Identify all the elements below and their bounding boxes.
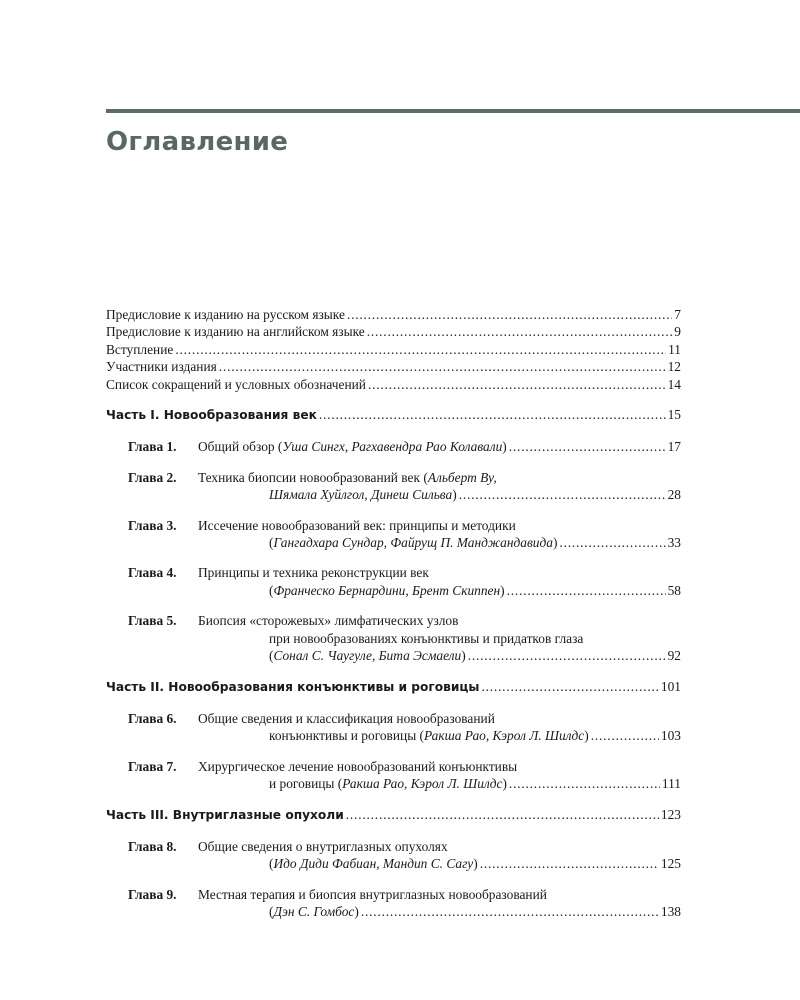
toc-chapter[interactable]	[106, 438, 681, 455]
part-title: Часть I. Новообразования век	[106, 408, 317, 423]
chapter-title: Техника биопсии новообразований век (	[198, 469, 428, 485]
leader-dots	[559, 534, 665, 551]
toc-entry[interactable]	[106, 323, 681, 340]
leader-dots	[480, 855, 659, 872]
entry-page: 28	[667, 487, 681, 503]
chapter-title: Общие сведения и классификация новообразований	[198, 710, 495, 726]
leader-dots	[361, 903, 659, 920]
toc-chapter[interactable]: Глава 5. Биопсия «сторожевых» лимфатических узлов при новообразованиях конъюнктивы и придатков глаза (Сонал С. Чаугуле, Бита Эсмаели) ..... 92	[106, 612, 681, 664]
entry-page: 103	[660, 728, 681, 744]
entry-title: Участники издания	[106, 359, 217, 375]
toc-chapter[interactable]: Глава 4. Принципы и техника реконструкции век (Франческо Бернардини, Брент Скиппен) ..... 58	[106, 564, 681, 599]
chapter-title: Местная терапия и биопсия внутриглазных новообразований	[198, 886, 547, 902]
chapter-title: Общие сведения о внутриглазных опухолях	[198, 838, 448, 854]
chapter-title-cont: при новообразованиях конъюнктивы и придатков глаза	[269, 630, 584, 646]
entry-title: Список сокращений и условных обозначений	[106, 376, 366, 392]
chapter-title-cont: и роговицы (	[269, 776, 343, 792]
entry-page: 17	[667, 439, 681, 455]
chapter-title: Принципы и техника реконструкции век	[198, 565, 429, 581]
chapter-authors: Гангадхара Сундар, Файрущ П. Манджандавида	[273, 535, 553, 551]
chapter-label: Глава 2.	[128, 469, 177, 485]
entry-page: 9	[674, 324, 681, 340]
chapter-label: Глава 4.	[128, 565, 177, 581]
leader-dots	[367, 323, 673, 340]
entry-page: 33	[667, 535, 681, 551]
part-title: Часть II. Новообразования конъюнктивы и роговицы	[106, 679, 480, 694]
chapter-label: Глава 8.	[128, 838, 177, 854]
toc-chapter[interactable]: Глава 7. Хирургическое лечение новообразований конъюнктивы и роговицы (Ракша Рао, Кэрол Л. Шилдс) ..... 111	[106, 758, 681, 793]
toc-chapter[interactable]: Глава 9. Местная терапия и биопсия внутриглазных новообразований (Дэн С. Гомбос) ..... 138	[106, 886, 681, 921]
leader-dots	[468, 647, 666, 664]
toc-chapter[interactable]: Глава 6. Общие сведения и классификация новообразований конъюнктивы и роговицы (Ракша Рао, Кэрол Л. Шилдс) ..... 103	[106, 710, 681, 745]
chapter-authors: Франческо Бернардини, Брент Скиппен	[273, 582, 501, 598]
chapter-label: Глава 5.	[128, 613, 177, 629]
header-rule	[106, 109, 800, 113]
chapter-label: Глава 3.	[128, 517, 177, 533]
leader-dots	[459, 486, 666, 503]
chapter-label: Глава 7.	[128, 758, 177, 774]
entry-title: Предисловие к изданию на английском языке	[106, 324, 365, 340]
entry-page: 138	[660, 904, 681, 920]
entry-page: 12	[667, 359, 681, 375]
toc-entry[interactable]	[106, 306, 681, 323]
chapter-authors: Идо Диди Фабиан, Мандип С. Сагу	[273, 856, 474, 872]
toc-part[interactable]	[106, 678, 681, 696]
chapter-title: Иссечение новообразований век: принципы и методики	[198, 517, 516, 533]
chapter-authors: Ракша Рао, Кэрол Л. Шилдс	[424, 728, 585, 744]
entry-title: Предисловие к изданию на русском языке	[106, 307, 345, 322]
part-title: Часть III. Внутриглазные опухоли	[106, 807, 344, 822]
leader-dots	[509, 438, 666, 455]
chapter-authors: Сонал С. Чаугуле, Бита Эсмаели	[273, 648, 462, 664]
entry-page: 123	[660, 806, 681, 822]
entry-page: 14	[667, 376, 681, 392]
leader-dots	[368, 376, 666, 393]
chapter-title: Биопсия «сторожевых» лимфатических узлов	[198, 613, 459, 629]
entry-page: 101	[660, 678, 681, 694]
toc-part[interactable]	[106, 406, 681, 424]
entry-page: 92	[667, 648, 681, 664]
leader-dots	[175, 341, 666, 358]
entry-title: Вступление	[106, 341, 174, 357]
chapter-authors: Альберт Ву,	[427, 469, 497, 485]
entry-page: 125	[660, 856, 681, 872]
leader-dots	[481, 678, 658, 695]
entry-page: 7	[674, 307, 681, 322]
toc-entry[interactable]	[106, 376, 681, 393]
chapter-authors: Дэн С. Гомбос	[273, 904, 355, 920]
chapter-authors: Уша Сингх, Рагхавендра Рао Колавали	[282, 439, 503, 455]
entry-page: 58	[667, 582, 681, 598]
table-of-contents	[106, 306, 681, 921]
page-title: Оглавление	[106, 127, 289, 157]
leader-dots	[509, 775, 660, 792]
chapter-label: Глава 6.	[128, 710, 177, 726]
toc-entry[interactable]	[106, 341, 681, 358]
leader-dots	[347, 306, 672, 323]
leader-dots	[319, 406, 666, 423]
toc-chapter[interactable]: Глава 3. Иссечение новообразований век: принципы и методики (Гангадхара Сундар, Файрущ П. Манджандавида) ..... 33	[106, 517, 681, 552]
leader-dots	[346, 806, 659, 823]
toc-part[interactable]	[106, 806, 681, 824]
entry-page: 11	[668, 341, 681, 357]
toc-entry[interactable]	[106, 358, 681, 375]
toc-chapter[interactable]: Глава 8. Общие сведения о внутриглазных опухолях (Идо Диди Фабиан, Мандип С. Сагу) ..... 125	[106, 838, 681, 873]
leader-dots	[219, 358, 666, 375]
chapter-authors: Шямала Хуйлгол, Динеш Сильва	[269, 487, 453, 503]
toc-chapter[interactable]: Глава 2. Техника биопсии новообразований век (Альберт Ву, Шямала Хуйлгол, Динеш Сильва) ..... 28	[106, 469, 681, 504]
chapter-title: Хирургическое лечение новообразований конъюнктивы	[198, 758, 518, 774]
chapter-label: Глава 9.	[128, 886, 177, 902]
leader-dots	[507, 582, 666, 599]
chapter-authors: Ракша Рао, Кэрол Л. Шилдс	[342, 776, 503, 792]
chapter-title-cont: конъюнктивы и роговицы (	[269, 728, 425, 744]
entry-page: 111	[661, 776, 681, 792]
chapter-label: Глава 1.	[128, 439, 177, 455]
leader-dots	[591, 727, 659, 744]
entry-page: 15	[667, 407, 681, 423]
chapter-title: Общий обзор (Уша Сингх, Рагхавендра Рао Колавали)	[198, 439, 507, 455]
